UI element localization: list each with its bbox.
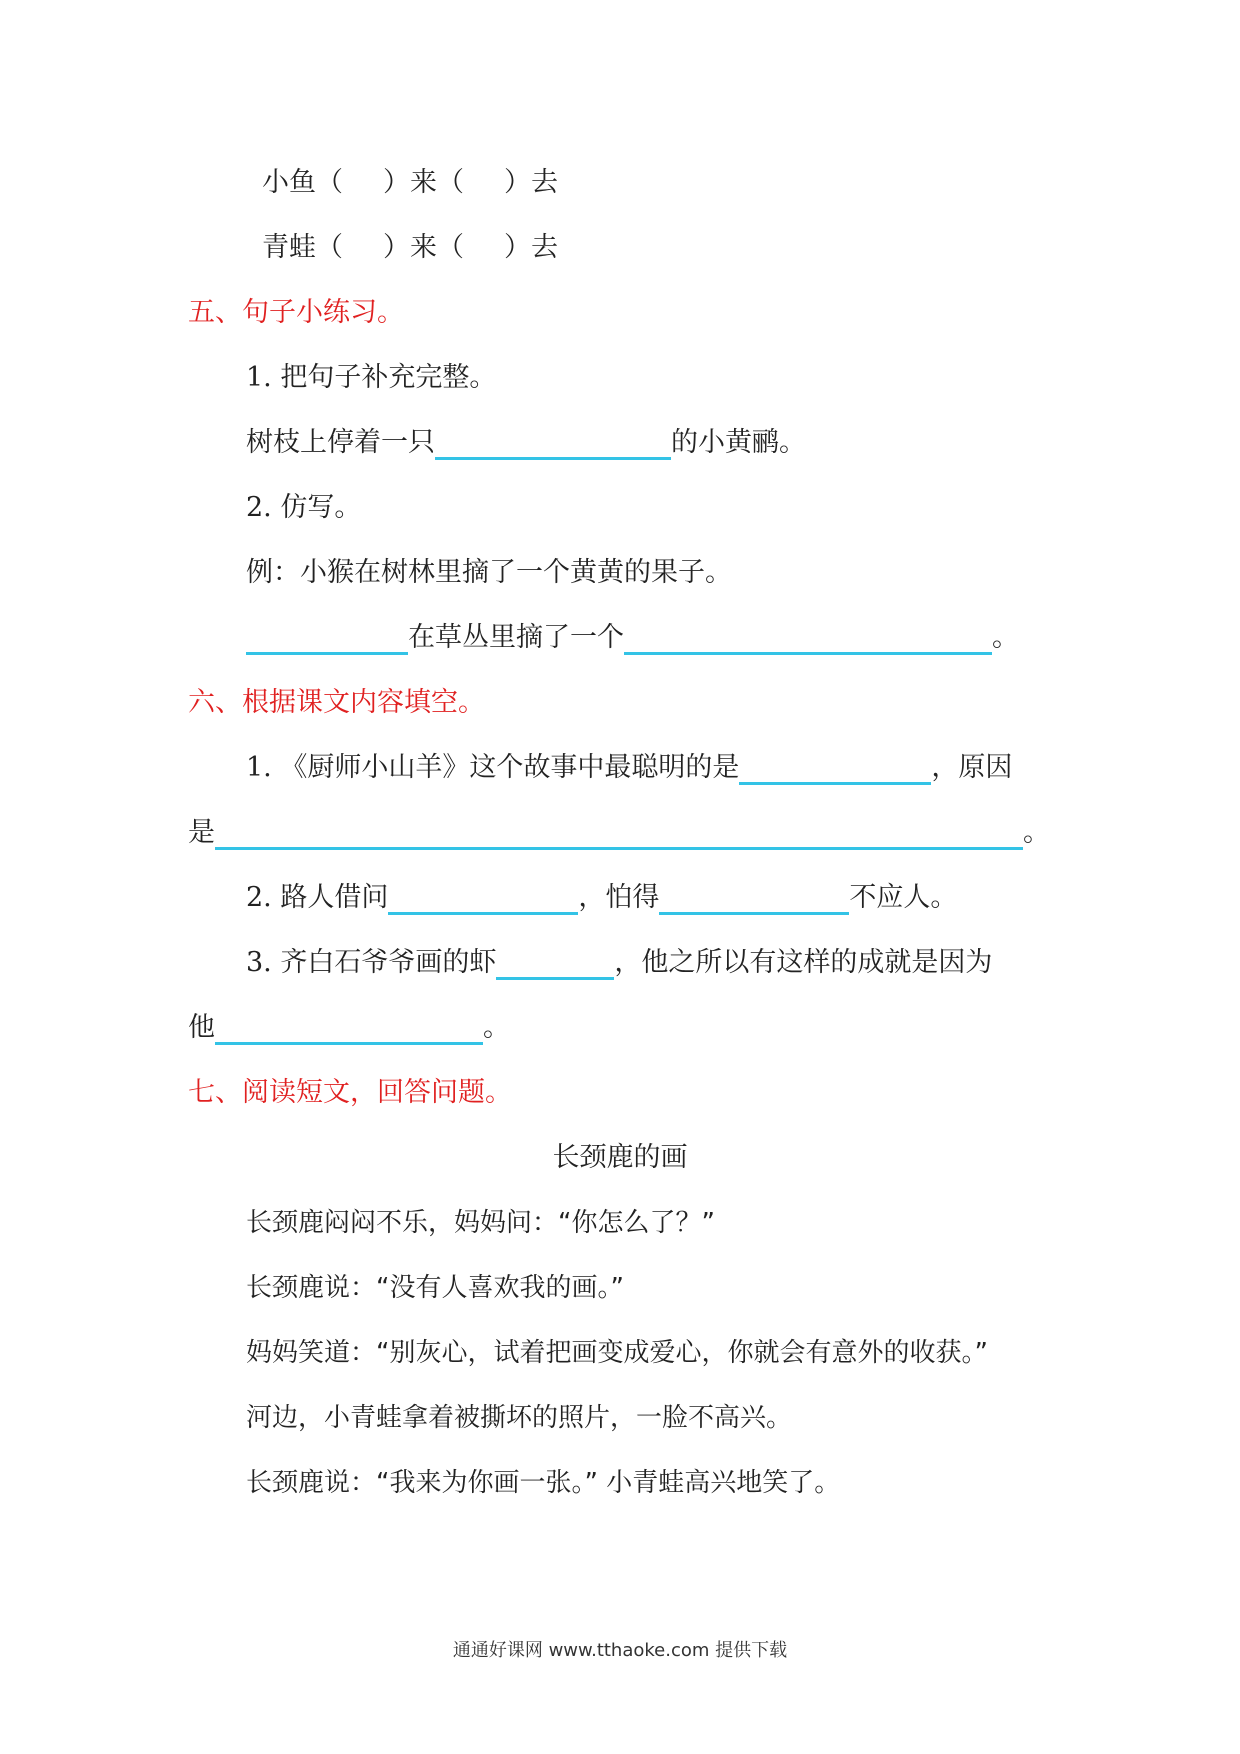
section6-item1-line1: 1. 《厨师小山羊》这个故事中最聪明的是 ，原因 [246,752,1013,783]
smartest-blank[interactable] [739,752,931,785]
poem-blank-1[interactable] [388,882,578,915]
frog-label: 青蛙 [262,232,316,263]
poem-blank-2[interactable] [659,882,849,915]
section6-heading: 六、根据课文内容填空。 [188,687,485,718]
frog-fill-line: 青蛙（ ）来（ ）去 [262,232,558,263]
footer-source: 通通好课网 www.tthaoke.com 提供下载 [452,1640,788,1661]
section6-item3-line2: 他 。 [188,1012,510,1043]
fish-fill-line: 小鱼（ ）来（ ）去 [262,167,558,198]
story-paragraph: 长颈鹿说：“没有人喜欢我的画。” [246,1273,624,1303]
section5-item2-title: 2. 仿写。 [246,492,362,523]
story-title: 长颈鹿的画 [552,1142,688,1173]
story-paragraph: 河边，小青蛙拿着被撕坏的照片，一脸不高兴。 [246,1403,793,1433]
reason-blank[interactable] [215,817,1023,850]
fish-label: 小鱼 [262,167,316,198]
section5-imitation-line: 在草丛里摘了一个 。 [246,621,1019,655]
section5-example: 例：小猴在树林里摘了一个黄黄的果子。 [246,557,732,588]
section6-item3-line1: 3. 齐白石爷爷画的虾 ，他之所以有这样的成就是因为 [246,947,993,978]
section5-item1-title: 1. 把句子补充完整。 [246,362,497,393]
achievement-blank[interactable] [215,1012,483,1045]
section6-item2-line: 2. 路人借问 ，怕得 不应人。 [246,882,958,913]
story-paragraph: 妈妈笑道：“别灰心，试着把画变成爱心，你就会有意外的收获。” [246,1338,988,1368]
shrimp-blank[interactable] [496,947,614,980]
yellow-oriole-blank[interactable] [435,427,671,460]
story-paragraph: 长颈鹿说：“我来为你画一张。” 小青蛙高兴地笑了。 [246,1468,841,1498]
section5-item1-line: 树枝上停着一只 的小黄鹂。 [246,427,806,458]
story-paragraph: 长颈鹿闷闷不乐，妈妈问：“你怎么了？” [246,1208,715,1238]
section5-heading: 五、句子小练习。 [188,297,404,328]
section6-item1-line2: 是 。 [188,817,1050,848]
object-blank[interactable] [624,622,992,655]
section7-heading: 七、阅读短文，回答问题。 [188,1077,512,1108]
subject-blank[interactable] [246,622,408,655]
